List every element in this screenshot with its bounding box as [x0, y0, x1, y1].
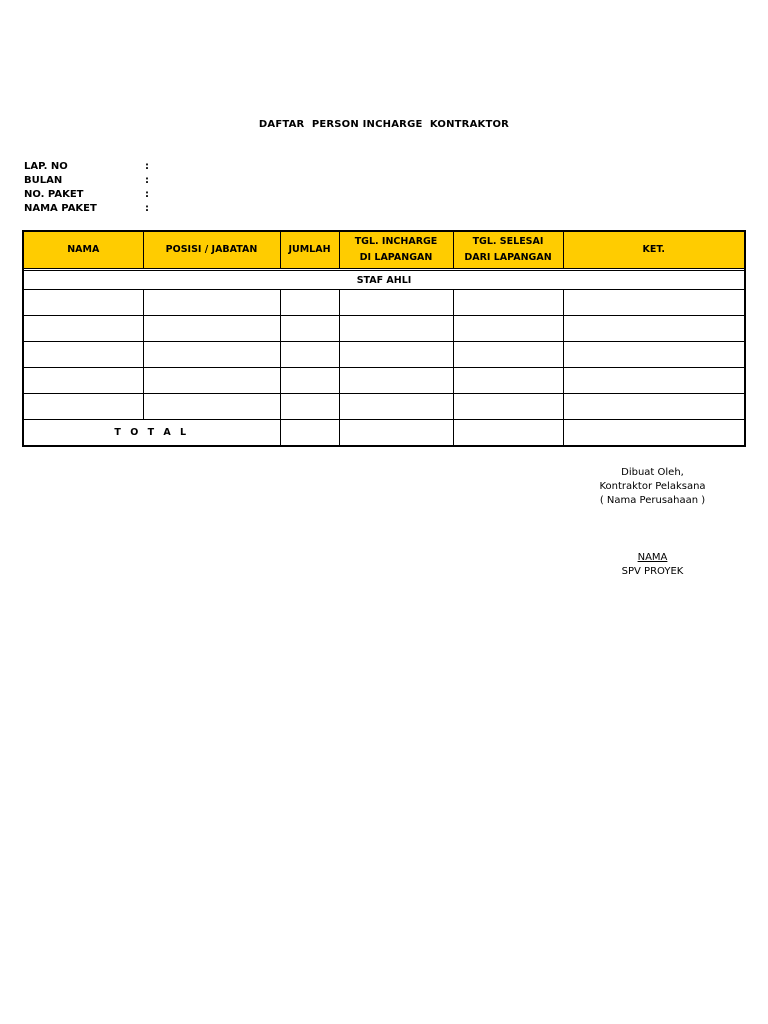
header-tgl-selesai-line2: DARI LAPANGAN [464, 252, 552, 263]
header-nama: NAMA [23, 231, 143, 269]
table-header-row [23, 231, 745, 269]
person-incharge-table [22, 230, 746, 447]
meta-row-nama-paket [24, 202, 155, 216]
meta-colon: : [145, 189, 149, 200]
cell-nama[interactable] [23, 342, 143, 368]
total-tgl-incharge[interactable] [339, 420, 453, 447]
cell-jumlah[interactable] [280, 290, 339, 316]
total-ket[interactable] [563, 420, 745, 447]
cell-tgl-selesai[interactable] [453, 342, 563, 368]
cell-posisi[interactable] [143, 368, 280, 394]
cell-jumlah[interactable] [280, 316, 339, 342]
signature-company-name: ( Nama Perusahaan ) [599, 495, 706, 506]
cell-posisi[interactable] [143, 316, 280, 342]
cell-jumlah[interactable] [280, 342, 339, 368]
cell-nama[interactable] [23, 368, 143, 394]
table-row [23, 394, 745, 420]
total-jumlah[interactable] [280, 420, 339, 447]
meta-row-bulan [24, 174, 155, 188]
signatory-name: NAMA [637, 552, 668, 563]
cell-ket[interactable] [563, 290, 745, 316]
total-row [23, 420, 745, 447]
cell-tgl-selesai[interactable] [453, 368, 563, 394]
cell-nama[interactable] [23, 316, 143, 342]
header-tgl-incharge-line1: TGL. INCHARGE [354, 236, 438, 247]
cell-ket[interactable] [563, 394, 745, 420]
header-tgl-selesai [453, 231, 563, 269]
header-ket: KET. [563, 231, 745, 269]
cell-ket[interactable] [563, 368, 745, 394]
document-title: DAFTAR PERSON INCHARGE KONTRAKTOR [258, 119, 510, 130]
header-posisi: POSISI / JABATAN [143, 231, 280, 269]
meta-label: NO. PAKET [24, 189, 84, 200]
header-tgl-incharge [339, 231, 453, 269]
table-row [23, 342, 745, 368]
meta-row-no-paket [24, 188, 155, 202]
signatory-block [570, 551, 735, 579]
total-label: T O T A L [23, 420, 280, 447]
meta-label: LAP. NO [24, 161, 68, 172]
meta-block [24, 160, 155, 216]
table-row [23, 368, 745, 394]
meta-colon: : [145, 203, 149, 214]
cell-ket[interactable] [563, 316, 745, 342]
total-tgl-selesai[interactable] [453, 420, 563, 447]
signatory-position: SPV PROYEK [621, 566, 684, 577]
meta-label: NAMA PAKET [24, 203, 97, 214]
signature-block [570, 466, 735, 508]
section-label: STAF AHLI [23, 271, 745, 290]
cell-nama[interactable] [23, 290, 143, 316]
meta-row-lap-no [24, 160, 155, 174]
section-row [23, 271, 745, 290]
meta-label: BULAN [24, 175, 63, 186]
cell-nama[interactable] [23, 394, 143, 420]
cell-jumlah[interactable] [280, 368, 339, 394]
cell-tgl-selesai[interactable] [453, 316, 563, 342]
header-tgl-incharge-line2: DI LAPANGAN [359, 252, 433, 263]
cell-tgl-incharge[interactable] [339, 342, 453, 368]
cell-tgl-incharge[interactable] [339, 290, 453, 316]
header-jumlah: JUMLAH [280, 231, 339, 269]
meta-colon: : [145, 175, 149, 186]
meta-colon: : [145, 161, 149, 172]
cell-ket[interactable] [563, 342, 745, 368]
cell-posisi[interactable] [143, 394, 280, 420]
cell-posisi[interactable] [143, 290, 280, 316]
header-tgl-selesai-line1: TGL. SELESAI [472, 236, 544, 247]
cell-tgl-selesai[interactable] [453, 290, 563, 316]
cell-tgl-incharge[interactable] [339, 316, 453, 342]
signature-company-role: Kontraktor Pelaksana [599, 481, 706, 492]
table-row [23, 316, 745, 342]
signature-made-by: Dibuat Oleh, [621, 467, 684, 478]
table-row [23, 290, 745, 316]
cell-tgl-selesai[interactable] [453, 394, 563, 420]
cell-posisi[interactable] [143, 342, 280, 368]
cell-tgl-incharge[interactable] [339, 368, 453, 394]
cell-jumlah[interactable] [280, 394, 339, 420]
cell-tgl-incharge[interactable] [339, 394, 453, 420]
